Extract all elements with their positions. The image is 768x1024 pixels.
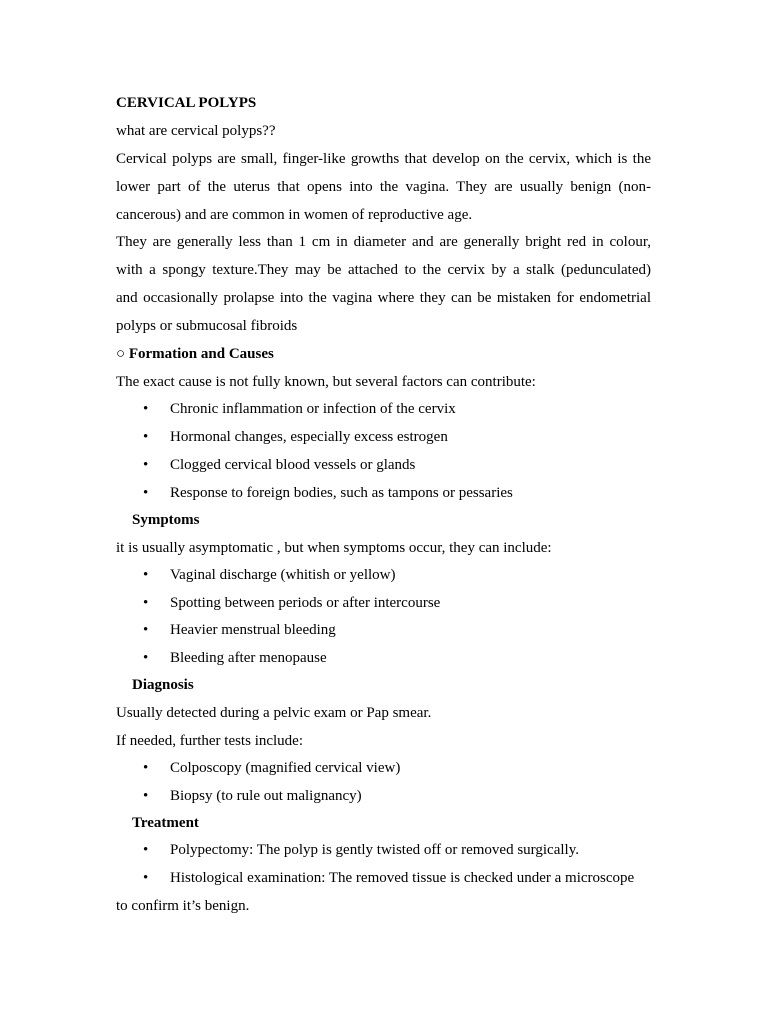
list-item-text: Clogged cervical blood vessels or glands xyxy=(170,457,416,473)
list-item-text: Biopsy (to rule out malignancy) xyxy=(170,788,362,804)
bullet-icon: • xyxy=(143,842,149,858)
list-item xyxy=(116,566,651,584)
bullet-icon: • xyxy=(143,567,149,583)
formation-heading-text: Formation and Causes xyxy=(128,346,274,362)
desc-line-2: with a spongy texture.They may be attached to the cervix by a stalk (pedunculated) xyxy=(116,262,651,278)
list-item xyxy=(116,621,651,639)
list-item-text: Colposcopy (magnified cervical view) xyxy=(170,760,401,776)
list-item xyxy=(116,456,651,474)
bullet-icon: • xyxy=(143,870,149,886)
intro-line-1: Cervical polyps are small, finger-like growths that develop on the cervix, which is the xyxy=(116,151,651,167)
list-item-text: Response to foreign bodies, such as tampons or pessaries xyxy=(170,485,513,501)
treatment-heading: Treatment xyxy=(132,815,199,831)
formation-lead: The exact cause is not fully known, but several factors can contribute: xyxy=(116,374,536,390)
question-line: what are cervical polyps?? xyxy=(116,123,276,139)
list-item-text: Spotting between periods or after intercourse xyxy=(170,595,441,611)
list-item xyxy=(116,759,651,777)
list-item xyxy=(116,484,651,502)
list-item-text: Hormonal changes, especially excess estrogen xyxy=(170,429,448,445)
list-item-text: Heavier menstrual bleeding xyxy=(170,622,336,638)
list-item xyxy=(116,594,651,612)
intro-line-2: lower part of the uterus that opens into the vagina. They are usually benign (non- xyxy=(116,179,651,195)
list-item-text: Polypectomy: The polyp is gently twisted off or removed surgically. xyxy=(170,842,579,858)
list-item xyxy=(116,649,651,667)
list-item-text: Chronic inflammation or infection of the cervix xyxy=(170,401,456,417)
bullet-icon: • xyxy=(143,401,149,417)
bullet-icon: • xyxy=(143,429,149,445)
circle-marker-icon: ○ xyxy=(116,346,126,362)
diagnosis-lead-2: If needed, further tests include: xyxy=(116,733,304,749)
symptoms-lead: it is usually asymptomatic , but when symptoms occur, they can include: xyxy=(116,540,552,556)
list-item xyxy=(116,869,651,887)
bullet-icon: • xyxy=(143,788,149,804)
bullet-icon: • xyxy=(143,650,149,666)
formation-heading xyxy=(116,345,651,363)
list-item-text: Bleeding after menopause xyxy=(170,650,327,666)
list-item xyxy=(116,841,651,859)
desc-line-1: They are generally less than 1 cm in diameter and are generally bright red in colour, xyxy=(116,234,651,250)
treatment-continuation: to confirm it’s benign. xyxy=(116,898,250,914)
bullet-icon: • xyxy=(143,760,149,776)
list-item xyxy=(116,400,651,418)
bullet-icon: • xyxy=(143,622,149,638)
list-item xyxy=(116,787,651,805)
desc-line-3: and occasionally prolapse into the vagina where they can be mistaken for endometrial xyxy=(116,290,651,306)
bullet-icon: • xyxy=(143,595,149,611)
intro-line-3: cancerous) and are common in women of reproductive age. xyxy=(116,207,473,223)
desc-line-4: polyps or submucosal fibroids xyxy=(116,318,298,334)
list-item-text: Histological examination: The removed tissue is checked under a microscope xyxy=(170,870,635,886)
bullet-icon: • xyxy=(143,457,149,473)
diagnosis-heading: Diagnosis xyxy=(132,677,194,693)
document-title: CERVICAL POLYPS xyxy=(116,95,257,111)
diagnosis-lead-1: Usually detected during a pelvic exam or Pap smear. xyxy=(116,705,432,721)
list-item xyxy=(116,428,651,446)
list-item-text: Vaginal discharge (whitish or yellow) xyxy=(170,567,396,583)
bullet-icon: • xyxy=(143,485,149,501)
symptoms-heading: Symptoms xyxy=(132,512,200,528)
